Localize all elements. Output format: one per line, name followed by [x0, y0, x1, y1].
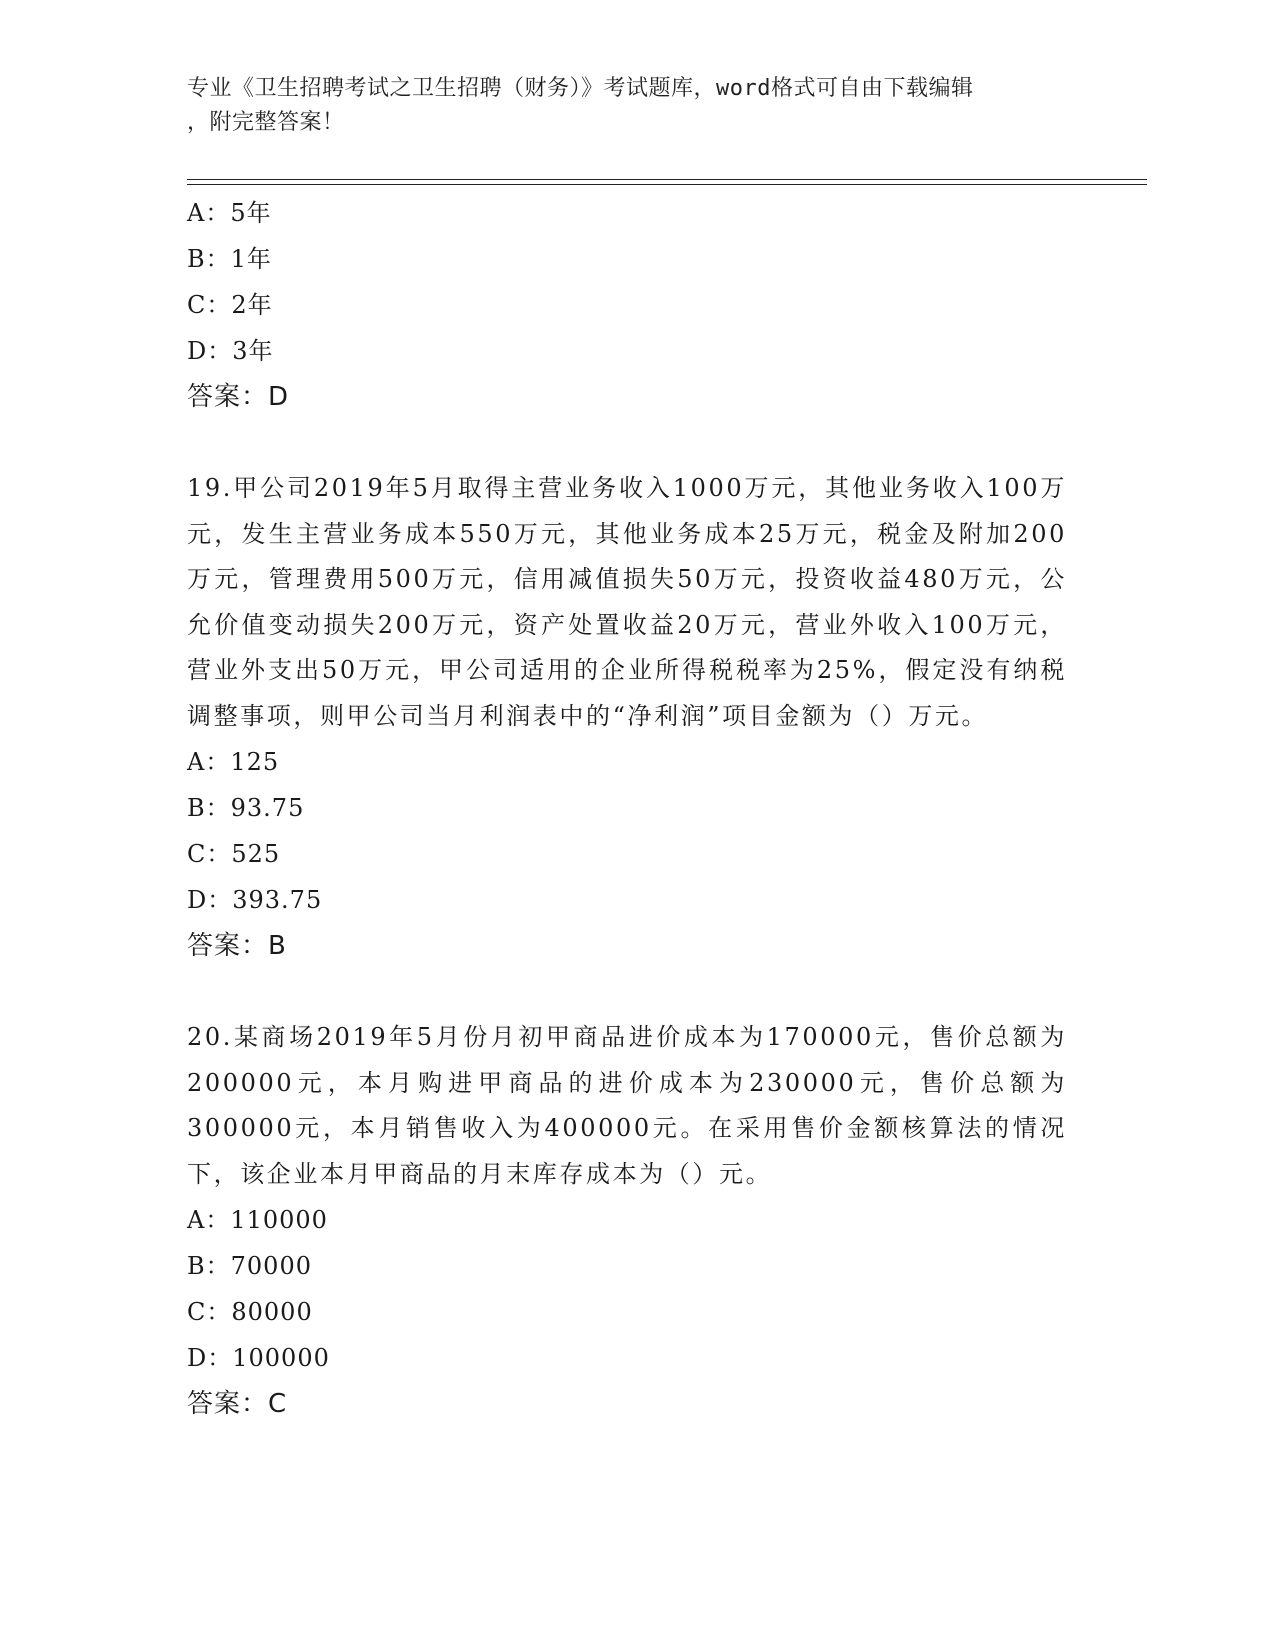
answer-line: 答案：C [187, 1389, 288, 1419]
question-text: 20.某商场2019年5月份月初甲商品进价成本为170000元，售价总额为200000元，本月购进甲商品的进价成本为230000元，售价总额为300000元，本月销售收入为400000元。在采用售价金额核算法的情况下，该企业本月甲商品的月末库存成本为（）元。 [187, 1023, 1067, 1188]
option-b: B：93.75 [187, 794, 305, 822]
header-divider-top [187, 179, 1147, 180]
option-a: A：5年 [187, 199, 272, 227]
header-divider-bottom [187, 184, 1147, 185]
answer-line: 答案：B [187, 931, 287, 961]
option-b: B：1年 [187, 245, 272, 273]
option-c: C：2年 [187, 291, 273, 319]
question-20 [187, 1015, 1087, 1427]
option-d: D：393.75 [187, 886, 323, 914]
question-gap [187, 420, 1087, 466]
option-d: D：3年 [187, 337, 274, 365]
option-d: D：100000 [187, 1344, 330, 1372]
option-b: B：70000 [187, 1252, 312, 1280]
option-c: C：80000 [187, 1298, 313, 1326]
answer-line: 答案：D [187, 382, 290, 412]
option-c: C：525 [187, 840, 281, 868]
question-gap [187, 969, 1087, 1015]
header-line-1: 专业《卫生招聘考试之卫生招聘（财务）》考试题库，word格式可自由下载编辑 [187, 76, 974, 101]
question-text: 19.甲公司2019年5月取得主营业务收入1000万元，其他业务收入100万元，发生主营业务成本550万元，其他业务成本25万元，税金及附加200万元，管理费用500万元，信用减值损失50万元，投资收益480万元，公允价值变动损失200万元，资产处置收益20万元，营业外收入100万元，营业外支出50万元，甲公司适用的企业所得税税率为25%，假定没有纳税调整事项，则甲公司当月利润表中的“净利润”项目金额为（）万元。 [187, 474, 1067, 730]
option-a: A：110000 [187, 1206, 328, 1234]
option-a: A：125 [187, 748, 280, 776]
document-header [187, 72, 1087, 140]
question-content [187, 190, 1087, 1427]
header-line-2: ，附完整答案！ [187, 110, 345, 135]
question-19 [187, 466, 1087, 969]
question-18-options [187, 190, 1087, 420]
